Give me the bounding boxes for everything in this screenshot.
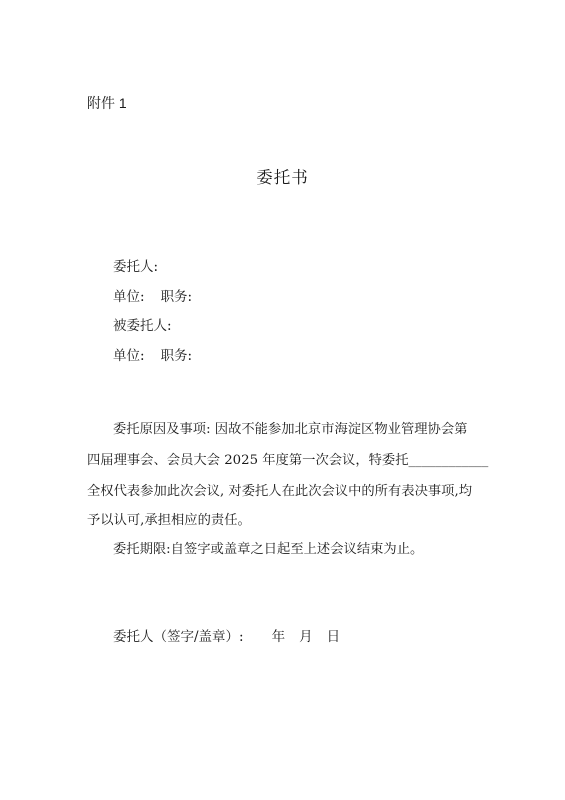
attachment-label: 附件 1 [87,95,127,111]
agent-label: 被委托人: [113,318,172,334]
document-title: 委托书 [256,168,309,187]
agent-position-label: 职务: [160,348,193,364]
principal-unit-label: 单位: [113,289,145,305]
agent-field [113,318,172,334]
signature-label: 委托人（签字/盖章）: [113,629,244,645]
signature-day: 日 [326,629,341,645]
principal-position-label: 职务: [160,289,193,305]
principal-field [113,259,158,275]
body-line-5: 委托期限:自签字或盖章之日起至上述会议结束为止。 [113,542,424,557]
signature-month: 月 [299,629,313,645]
principal-label: 委托人: [113,259,159,275]
principal-unit-row [113,289,192,305]
signature-row [113,629,340,645]
body-line-4: 予以认可,承担相应的责任。 [87,513,251,528]
signature-year: 年 [271,629,286,645]
body-line-2: 四届理事会、会员大会 2025 年度第一次会议，特委托____________ [87,453,489,468]
agent-unit-row [113,348,192,364]
agent-unit-label: 单位: [113,348,145,364]
body-line-1: 委托原因及事项: 因故不能参加北京市海淀区物业管理协会第 [113,422,468,437]
body-line-3: 全权代表参加此次会议, 对委托人在此次会议中的所有表决事项,均 [87,484,472,499]
